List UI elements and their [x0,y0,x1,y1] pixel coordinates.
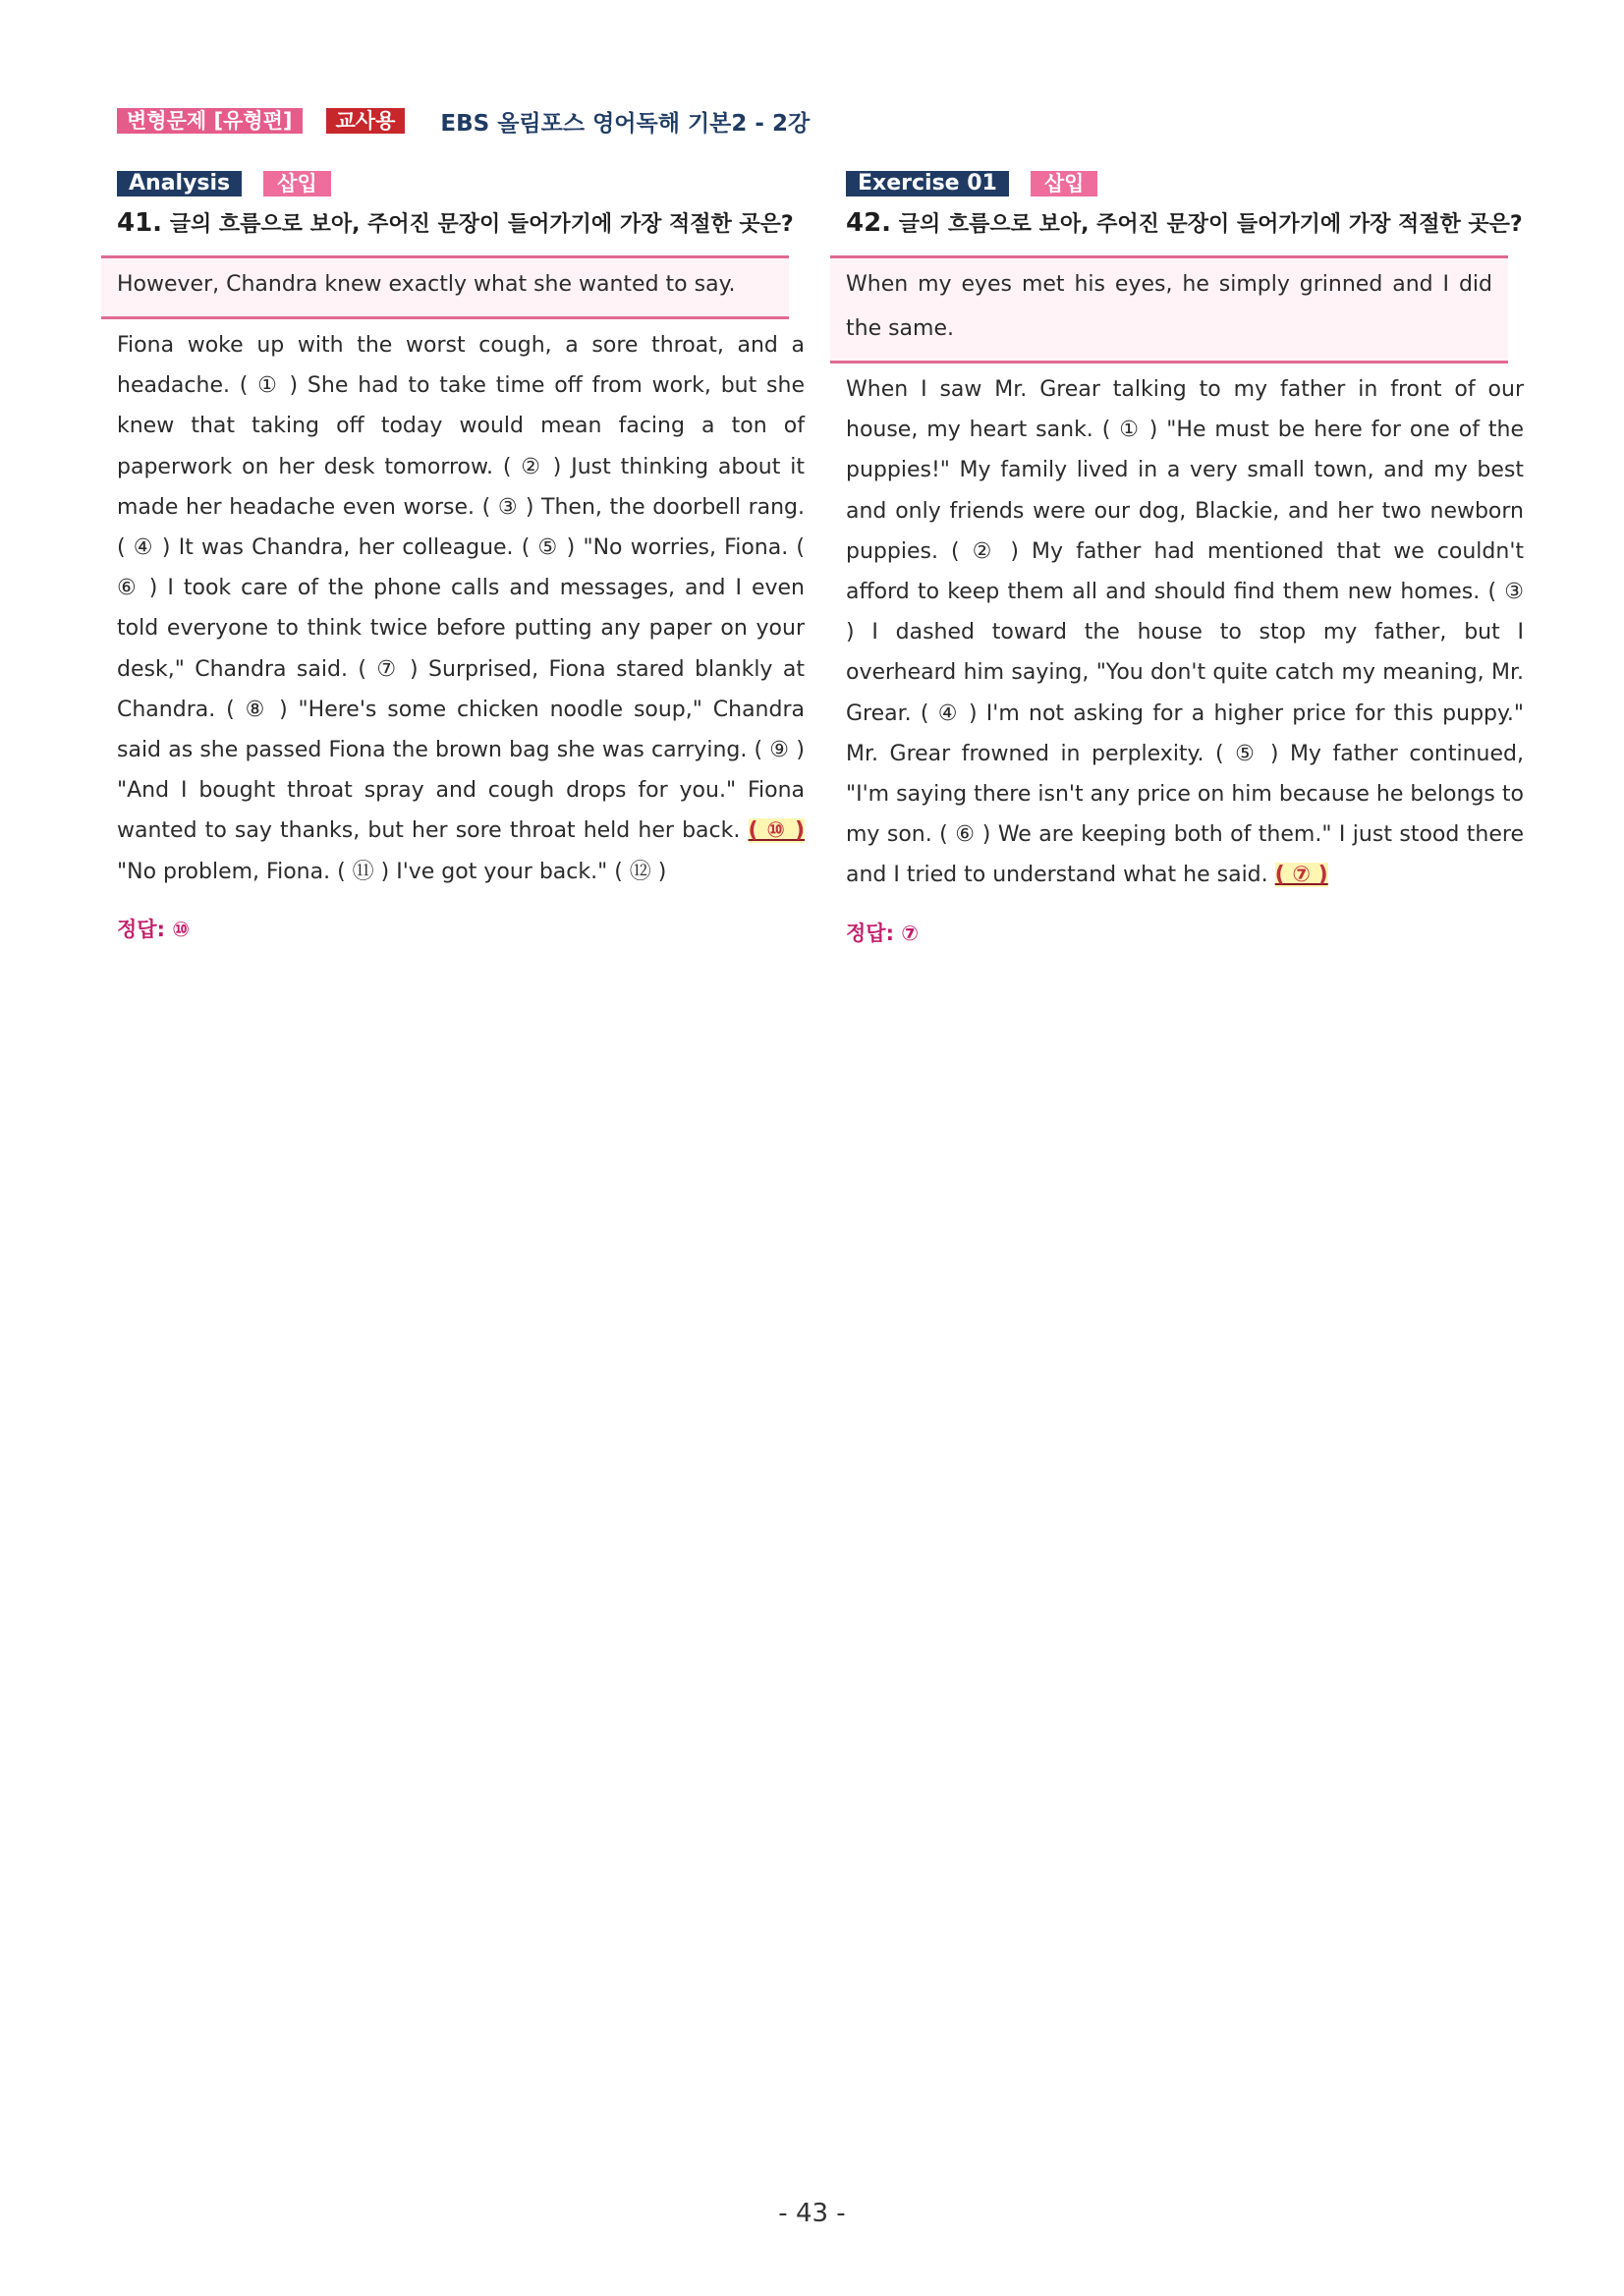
page-header [117,106,810,136]
question-prompt: 글의 흐름으로 보아, 주어진 문장이 들어가기에 가장 적절한 곳은? [169,212,794,237]
question-text [117,204,805,244]
passage [846,369,1524,896]
left-column [117,169,805,943]
question-prompt: 글의 흐름으로 보아, 주어진 문장이 들어가기에 가장 적절한 곳은? [898,212,1523,237]
passage [117,325,805,892]
page-number: - 43 - [778,2199,846,2228]
category-label: 삽입 [263,171,331,196]
right-label-row [846,169,1524,198]
given-sentence: When my eyes met his eyes, he simply grinned and I did the same. [846,272,1492,341]
answer-mark: ( ⑩ ) [748,818,806,844]
question-text [846,204,1524,244]
given-sentence-box [830,255,1508,364]
category-label: 삽입 [1031,171,1098,196]
type-tag: 변형문제 [유형편] [117,108,303,134]
teacher-tag: 교사용 [326,108,406,134]
section-label: Exercise 01 [846,171,1009,196]
section-label: Analysis [117,171,242,196]
right-column [846,169,1524,947]
passage-text-before: Fiona woke up with the worst cough, a sore throat, and a headache. ( ① ) She had to take time off from work, but she knew that taking off today would mean facing a ton of paperwork on her desk tomorrow. ( ② ) Just thinking about it made her headache even worse. ( ③ ) Then, the doorbell rang. ( ④ ) It was Chandra, her colleague. ( ⑤ ) "No worries, Fiona. ( ⑥ ) I took care of the phone calls and messages, and I even told everyone to think twice before putting any paper on your desk," Chandra said. ( ⑦ ) Surprised, Fiona stared blankly at Chandra. ( ⑧ ) "Here's some chicken noodle soup," Chandra said as she passed Fiona the brown bag she was carrying. ( ⑨ ) "And I bought throat spray and cough drops for you." Fiona wanted to say thanks, but her sore throat held her back. [117,333,805,844]
page-title: EBS 올림포스 영어독해 기본2 - 2강 [440,110,811,137]
given-sentence: However, Chandra knew exactly what she wanted to say. [117,272,736,297]
passage-text-after: "No problem, Fiona. ( ⑪ ) I've got your back." ( ⑫ ) [117,859,667,884]
left-label-row [117,169,805,198]
answer-key: 정답: ⑩ [117,917,191,941]
question-number: 42. [846,208,892,238]
question-number: 41. [117,208,163,238]
answer-mark: ( ⑦ ) [1274,863,1328,888]
passage-text-before: When I saw Mr. Grear talking to my father in front of our house, my heart sank. ( ① ) "He must be here for one of the puppies!" My family lived in a very small town, and my best and only friends were our dog, Blackie, and her two newborn puppies. ( ② ) My father had mentioned that we couldn't afford to keep them all and should find them new homes. ( ③ ) I dashed toward the house to stop my father, but I overheard him saying, "You don't quite catch my meaning, Mr. Grear. ( ④ ) I'm not asking for a higher price for this puppy." Mr. Grear frowned in perplexity. ( ⑤ ) My father continued, "I'm saying there isn't any price on him because he belongs to my son. ( ⑥ ) We are keeping both of them." I just stood there and I tried to understand what he said. [846,377,1524,888]
answer-key: 정답: ⑦ [846,921,920,945]
given-sentence-box [101,255,789,319]
